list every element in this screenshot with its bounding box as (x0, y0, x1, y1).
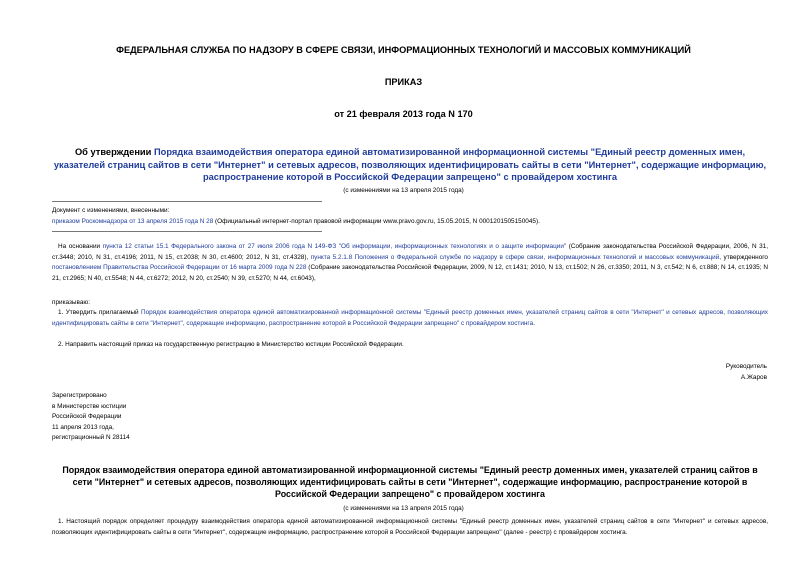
preamble-link-decree[interactable]: постановлением Правительства Российской Федерации от 16 марта 2009 года N 228 (52, 264, 307, 271)
preamble-link-regulation[interactable]: пункта 5.2.1.8 Положения о Федеральной службе по надзору в сфере связи, информационных технологий и массовых коммуникаций (310, 253, 720, 261)
item1-end: . (533, 319, 535, 327)
divider-top (52, 201, 322, 202)
changes-note-link[interactable]: приказом Роскомнадзора от 13 апреля 2015 года N 28 (52, 217, 214, 225)
preamble-text-2: (Собрание законодательства Российской Федерации, 2006, N 31, ст.3448; 2010, N 31, ст.4196; 2011, N 15, ст.2038; N 30, ст.4600; 2012, N 31, ст.4328), (52, 243, 768, 261)
preamble-link-law[interactable]: пункта 12 статьи 15.1 Федерального закона от 27 июля 2006 года N 149-ФЗ "Об информации, информационных технологиях и о защите информации" (102, 243, 567, 250)
order-title-prefix: Об утверждении (74, 147, 154, 157)
order-title (52, 146, 768, 184)
signature-name: А.Жаров (740, 373, 767, 381)
signature (726, 362, 767, 383)
preamble-text-3: , утвержденного (719, 253, 768, 261)
order-item-2: 2. Направить настоящий приказ на государственную регистрацию в Министерство юстиции Российской Федерации. (58, 341, 404, 348)
procedure-amended-note: (с изменениями на 13 апреля 2015 года) (343, 505, 464, 512)
preamble (52, 242, 768, 284)
registration-block (52, 391, 130, 444)
order-item-1 (52, 308, 768, 329)
doc-type: ПРИКАЗ (384, 77, 423, 87)
procedure-para-1: 1. Настоящий порядок определяет процедуру взаимодействия оператора единой автоматизированной информационной системы "Единый реестр доменных имен, указателей страниц сайтов в сети "Интернет" и сетевых адресов, позволяющих идентифицировать сайты в сети "Интернет", содержащие информацию, распространение которой в Российской Федерации запрещено" (далее - реестр) с провайдером хостинга. (52, 518, 768, 536)
signature-role: Руководитель (725, 363, 767, 370)
order-word: приказываю: (52, 299, 90, 306)
registration-line-2: в Министерстве юстиции (52, 402, 127, 410)
item1-text: 1. Утвердить прилагаемый (58, 309, 141, 316)
registration-line-3: Российской Федерации (52, 413, 122, 420)
amended-note: (с изменениями на 13 апреля 2015 года) (343, 187, 464, 194)
registration-line-1: Зарегистрировано (52, 392, 107, 399)
procedure-title: Порядок взаимодействия оператора единой автоматизированной информационной системы "Единый реестр доменных имен, указателей страниц сайтов в сети "Интернет" и сетевых адресов, позволяющих идентифицировать сайты в сети "Интернет", содержащие информацию, распространение которой в Российской Федерации запрещено" с провайдером хостинга (62, 465, 758, 499)
order-date-number: от 21 февраля 2013 года N 170 (334, 109, 473, 119)
changes-note-line2 (52, 217, 752, 228)
item1-link[interactable]: Порядок взаимодействия оператора единой автоматизированной информационной системы "Единый реестр доменных имен, указателей страниц сайтов в сети "Интернет" и сетевых адресов, позволяющих идентифицировать сайты в сети "Интернет", содержащие информацию, распространение которой в Российской Федерации запрещено" с провайдером хостинга (52, 309, 768, 327)
preamble-text-1: На основании (58, 243, 103, 250)
divider-bottom (52, 231, 322, 232)
registration-line-5: регистрационный N 28114 (52, 434, 130, 441)
agency-name: ФЕДЕРАЛЬНАЯ СЛУЖБА ПО НАДЗОРУ В СФЕРЕ СВЯЗИ, ИНФОРМАЦИОННЫХ ТЕХНОЛОГИЙ И МАССОВЫХ КОММУНИКАЦИЙ (116, 45, 691, 55)
preamble-text-4: (Собрание законодательства Российской Федерации, 2009, N 12, ст.1431; 2010, N 13, ст.1502; N 26, ст.3350; 2011, N 3, ст.542; N 6, ст.888; N 14, ст.1935; N 21, ст.2965; N 40, ст.5548; N 44, ст.6272; 2012, N 20, ст.2540; N 39, ст.5270; N 44, ст.6043), (52, 264, 768, 282)
registration-line-4: 11 апреля 2013 года, (52, 423, 114, 431)
changes-note-line1: Документ с изменениями, внесенными: (52, 207, 170, 214)
order-title-link[interactable]: Порядка взаимодействия оператора единой автоматизированной информационной системы "Единый реестр доменных имен, указателей страниц сайтов в сети "Интернет" и сетевых адресов, позволяющих идентифицировать сайты в сети "Интернет", содержащие информацию, распространение которой в Российской Федерации запрещено" с провайдером хостинга (53, 147, 767, 182)
changes-note (52, 206, 752, 227)
changes-note-rest: (Официальный интернет-портал правовой информации www.pravo.gov.ru, 15.05.2015, N 0001201505150045). (213, 217, 540, 225)
